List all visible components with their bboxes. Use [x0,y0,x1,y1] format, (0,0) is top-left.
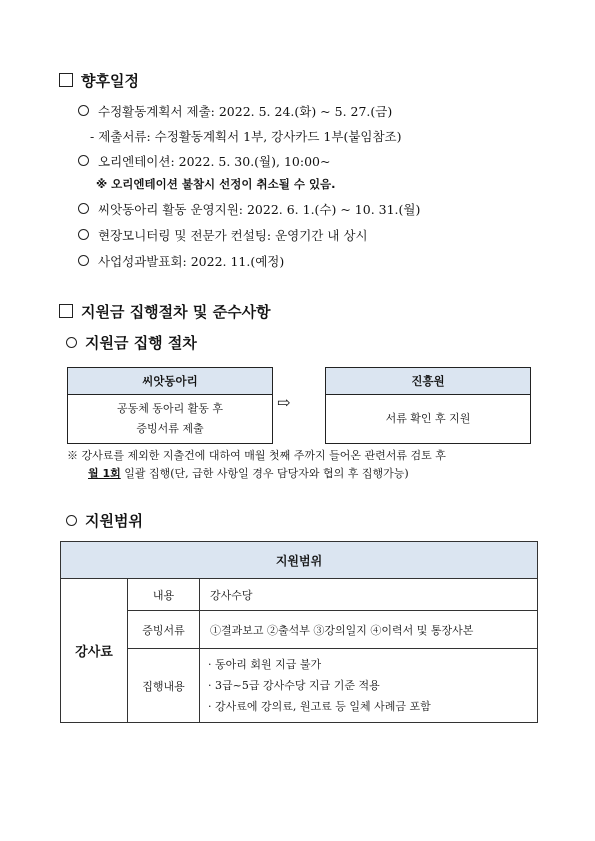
flow-box-header: 진흥원 [326,368,530,395]
schedule-notice: ※ 오리엔테이션 불참시 선정이 취소될 수 있음. [96,177,336,191]
table-row-label: 증빙서류 [128,611,200,649]
table-row-label: 내용 [128,579,200,611]
flow-box-header: 씨앗동아리 [68,368,272,395]
schedule-item: 수정활동계획서 제출: 2022. 5. 24.(화) ~ 5. 27.(금) [78,102,392,120]
schedule-item: 씨앗동아리 활동 운영지원: 2022. 6. 1.(수) ~ 10. 31.(월) [78,200,420,218]
checkbox-square-icon [59,304,73,318]
list-item: · 3급~5급 강사수당 지급 기준 적용 [208,679,380,692]
procedure-note: ※ 강사료를 제외한 지출건에 대하여 매월 첫째 주까지 들어온 관련서류 검토 후 [67,449,446,462]
table-row-label: 집행내용 [128,649,200,723]
circle-bullet-icon [78,105,89,116]
table-cell: ①결과보고 ②출석부 ③강의일지 ④이력서 및 통장사본 [200,611,538,649]
table-header: 지원범위 [61,542,538,579]
schedule-item: 오리엔테이션: 2022. 5. 30.(월), 10:00~ [78,152,330,170]
note-emphasis: 월 1회 [88,467,121,480]
circle-bullet-icon [78,255,89,266]
right-arrow-icon: ⇨ [277,393,291,412]
schedule-item: 현장모니터링 및 전문가 컨설팅: 운영기간 내 상시 [78,226,368,244]
scope-table [60,541,538,723]
circle-bullet-icon [66,337,77,348]
procedure-note-continued: 월 1회 일괄 집행(단, 급한 사항일 경우 담당자와 협의 후 집행가능) [88,467,409,480]
schedule-sub-item: - 제출서류: 수정활동계획서 1부, 강사카드 1부(붙임참조) [90,129,402,144]
section-title-support: 지원금 집행절차 및 준수사항 [59,301,271,322]
checkbox-square-icon [59,73,73,87]
table-cell [200,649,538,723]
flow-box-agency [325,367,531,444]
circle-bullet-icon [78,155,89,166]
flow-box-applicant [67,367,273,444]
flow-box-body: 공동체 동아리 활동 후 증빙서류 제출 [116,402,224,435]
table-category: 강사료 [61,579,128,723]
list-item: · 강사료에 강의료, 원고료 등 일체 사례금 포함 [208,700,431,713]
circle-bullet-icon [78,229,89,240]
flow-box-body: 서류 확인 후 지원 [385,412,471,425]
schedule-item: 사업성과발표회: 2022. 11.(예정) [78,252,284,270]
circle-bullet-icon [66,515,77,526]
list-item: · 동아리 회원 지급 불가 [208,658,322,671]
table-cell: 강사수당 [200,579,538,611]
circle-bullet-icon [78,203,89,214]
procedure-title: 지원금 집행 절차 [66,332,197,353]
section-title-schedule: 향후일정 [59,70,139,91]
scope-title: 지원범위 [66,510,143,531]
